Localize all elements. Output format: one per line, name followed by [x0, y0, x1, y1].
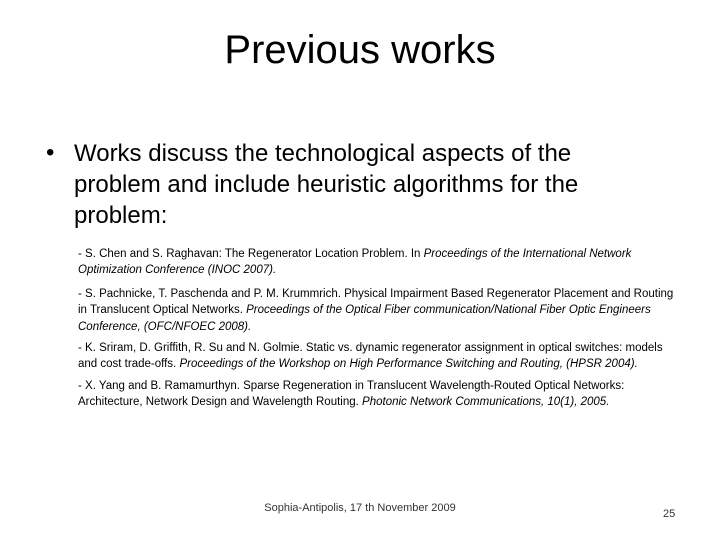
- slide-title: Previous works: [224, 28, 496, 72]
- reference-item: [78, 286, 674, 335]
- reference-authors: - S. Chen and S. Raghavan: The Regenerator Location Problem. In: [78, 248, 424, 260]
- slide-footer: Sophia-Antipolis, 17 th November 2009: [264, 502, 456, 514]
- reference-item: [78, 340, 674, 373]
- reference-authors: - X. Yang and B. Ramamurthyn. Sparse Regeneration in Translucent Wavelength-Routed Optical Networks: Architecture, Network Design and Wavelength Routing.: [78, 379, 625, 409]
- reference-venue: Photonic Network Communications, 10(1), 2005.: [362, 396, 610, 409]
- reference-list: [78, 246, 674, 416]
- reference-item: [78, 378, 674, 411]
- reference-authors: - K. Sriram, D. Griffith, R. Su and N. Golmie. Static vs. dynamic regenerator assignment in optical switches: models and cost trade-offs.: [78, 342, 663, 371]
- reference-item: [78, 246, 674, 279]
- page-number: 25: [663, 508, 676, 520]
- reference-authors: - S. Pachnicke, T. Paschenda and P. M. Krummrich. Physical Impairment Based Regenerator Placement and Routing in Translucent Optical Networks.: [78, 287, 674, 317]
- reference-venue: Proceedings of the International Network Optimization Conference (INOC 2007).: [78, 248, 632, 277]
- reference-venue: Proceedings of the Workshop on High Performance Switching and Routing, (HPSR 2004).: [179, 358, 638, 371]
- reference-venue: Proceedings of the Optical Fiber communication/National Fiber Optic Engineers Conference, (OFC/NFOEC 2008).: [78, 304, 651, 333]
- bullet-text: Works discuss the technological aspects of the problem and include heuristic algorithms for the problem:: [74, 140, 579, 229]
- bullet-marker: •: [46, 139, 55, 166]
